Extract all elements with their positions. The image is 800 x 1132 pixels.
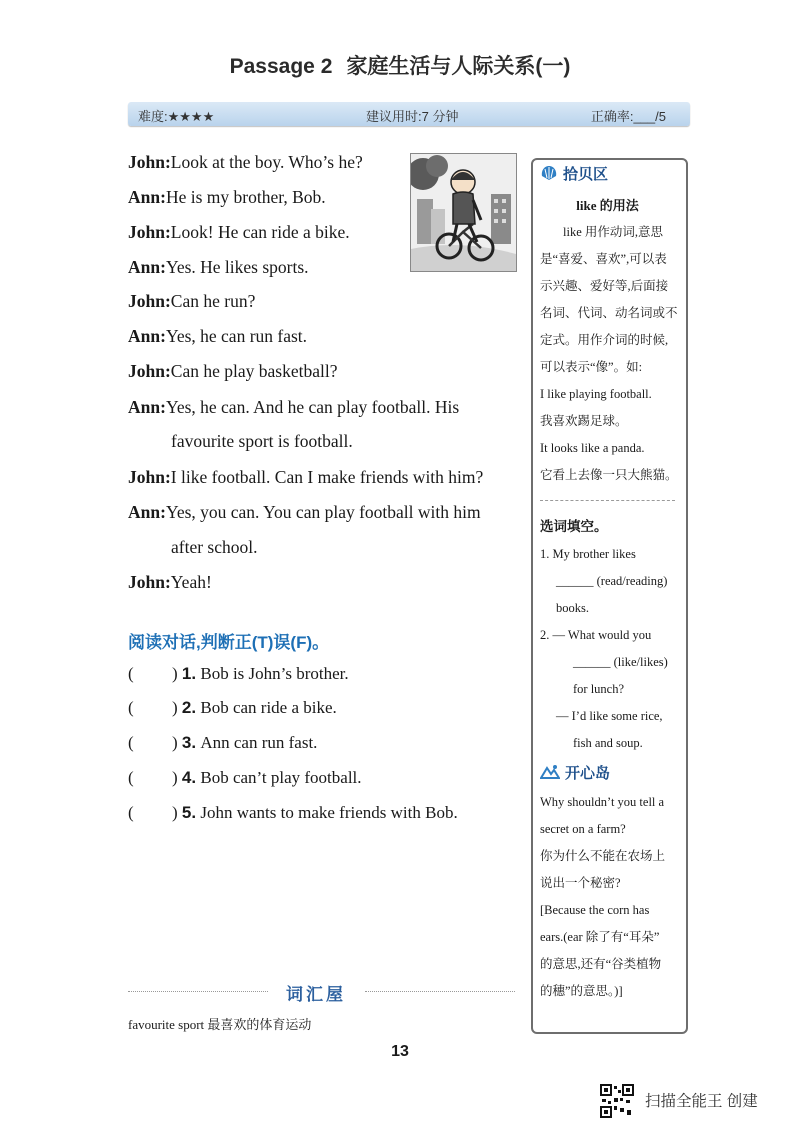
dialogue-line <box>128 325 307 347</box>
answer-blank[interactable]: ( <box>128 733 134 752</box>
dialogue-line <box>128 151 363 173</box>
speaker: John: <box>128 361 171 381</box>
utterance: Yes. He likes sports. <box>165 257 309 277</box>
question-number: 1. <box>181 664 197 683</box>
suggested-time-label: 建议用时:7 分钟 <box>366 109 459 124</box>
vocab-entry: favourite sport 最喜欢的体育运动 <box>128 1017 312 1032</box>
shell-icon <box>540 164 558 187</box>
dialogue-line <box>128 360 337 382</box>
passage-number: Passage 2 <box>229 55 333 78</box>
usage-line: 是“喜爱、喜欢”,可以表 <box>540 252 667 266</box>
sidebar-divider <box>540 500 675 501</box>
speaker: Ann: <box>128 187 166 207</box>
sidebar-section-title: 拾贝区 <box>563 166 609 183</box>
speaker: Ann: <box>128 257 166 277</box>
fill-in-line[interactable]: ______ (read/reading) <box>556 574 668 588</box>
usage-line: 我喜欢踢足球。 <box>540 414 628 428</box>
utterance: Look at the boy. Who’s he? <box>170 152 363 172</box>
joke-line: [Because the corn has <box>540 903 650 917</box>
joke-line: ears.(ear 除了有“耳朵” <box>540 930 660 944</box>
dialogue-continuation: favourite sport is football. <box>171 431 353 451</box>
boy-riding-bike-illustration <box>410 153 517 272</box>
qr-code-icon <box>600 1084 634 1118</box>
fill-in-line: for lunch? <box>573 682 625 696</box>
info-bar <box>128 102 690 126</box>
joke-line: 的意思,还有“谷类植物 <box>540 957 662 971</box>
utterance: Look! He can ride a bike. <box>170 222 350 242</box>
vocab-divider-left <box>128 991 268 992</box>
utterance: Can he run? <box>170 291 256 311</box>
question-text: Bob can ride a bike. <box>200 698 337 717</box>
utterance: Can he play basketball? <box>170 361 338 381</box>
speaker: Ann: <box>128 502 166 522</box>
island-icon <box>540 764 560 785</box>
usage-line: It looks like a panda. <box>540 441 645 455</box>
speaker: John: <box>128 222 171 242</box>
speaker: John: <box>128 291 171 311</box>
speaker: John: <box>128 572 171 592</box>
joke-line: Why shouldn’t you tell a <box>540 795 665 809</box>
dialogue-continuation: after school. <box>171 537 258 557</box>
fill-in-line: fish and soup. <box>573 736 643 750</box>
speaker: Ann: <box>128 397 166 417</box>
joke-line: 你为什么不能在农场上 <box>540 849 666 863</box>
usage-line: like 用作动词,意思 <box>563 225 663 239</box>
joke-line: secret on a farm? <box>540 822 626 836</box>
question-item: ( ) 1. Bob is John’s brother. <box>128 664 349 683</box>
joke-line: 说出一个秘密? <box>540 876 621 890</box>
fill-in-line: books. <box>556 601 589 615</box>
dialogue-line <box>128 501 481 523</box>
watermark-text: 扫描全能王 创建 <box>645 1093 758 1110</box>
difficulty-label: 难度:★★★★ <box>138 109 215 124</box>
dialogue-line <box>128 396 459 418</box>
fill-in-line: 1. My brother likes <box>540 547 636 561</box>
utterance: Yes, you can. You can play football with him <box>165 502 481 522</box>
question-item: ( ) 4. Bob can’t play football. <box>128 768 362 787</box>
utterance: Yes, he can run fast. <box>165 326 308 346</box>
usage-line: 名词、代词、动名词或不 <box>540 306 678 320</box>
answer-blank[interactable]: ( <box>128 803 134 822</box>
accuracy-label: 正确率:___/5 <box>590 109 666 124</box>
usage-title: like 的用法 <box>576 198 639 213</box>
answer-blank[interactable]: ( <box>128 664 134 683</box>
question-number: 3. <box>181 733 197 752</box>
page-number: 13 <box>391 1043 409 1060</box>
utterance: I like football. Can I make friends with him? <box>170 467 484 487</box>
dialogue-line <box>128 186 326 208</box>
utterance: Yeah! <box>170 572 212 592</box>
usage-line: 示兴趣、爱好等,后面接 <box>540 279 669 293</box>
dialogue-line <box>128 571 212 593</box>
question-text: Bob can’t play football. <box>200 768 362 787</box>
question-item: ( ) 2. Bob can ride a bike. <box>128 698 337 717</box>
question-number: 2. <box>181 698 197 717</box>
utterance: Yes, he can. And he can play football. His <box>165 397 460 417</box>
vocab-title: 词汇屋 <box>286 985 346 1004</box>
fill-in-line[interactable]: ______ (like/likes) <box>573 655 668 669</box>
utterance: He is my brother, Bob. <box>165 187 326 207</box>
question-text: Ann can run fast. <box>200 733 318 752</box>
question-item: ( ) 3. Ann can run fast. <box>128 733 318 752</box>
dialogue-line <box>128 221 350 243</box>
dialogue-line <box>128 466 483 488</box>
speaker: John: <box>128 467 171 487</box>
usage-line: I like playing football. <box>540 387 652 401</box>
vocab-divider-right <box>365 991 515 992</box>
answer-blank[interactable]: ( <box>128 698 134 717</box>
speaker: Ann: <box>128 326 166 346</box>
fill-in-line: 2. — What would you <box>540 628 652 642</box>
question-text: John wants to make friends with Bob. <box>200 803 458 822</box>
usage-line: 定式。用作介词的时候, <box>540 333 669 347</box>
speaker: John: <box>128 152 171 172</box>
dialogue-line <box>128 290 255 312</box>
fill-in-line: — I’d like some rice, <box>556 709 663 723</box>
question-number: 5. <box>181 803 197 822</box>
passage-title <box>0 50 800 80</box>
answer-blank[interactable]: ( <box>128 768 134 787</box>
usage-line: 它看上去像一只大熊猫。 <box>540 468 678 482</box>
question-item: ( ) 5. John wants to make friends with Bob. <box>128 803 458 822</box>
question-number: 4. <box>181 768 197 787</box>
fun-island-title: 开心岛 <box>565 765 611 782</box>
dialogue-line <box>128 256 309 278</box>
passage-topic: 家庭生活与人际关系(一) <box>346 55 571 78</box>
usage-line: 可以表示“像”。如: <box>540 360 643 374</box>
task-instructions: 阅读对话,判断正(T)误(F)。 <box>128 633 330 652</box>
joke-line: 的穗”的意思。)] <box>540 984 623 998</box>
question-text: Bob is John’s brother. <box>200 664 349 683</box>
fill-in-title: 选词填空。 <box>540 519 608 534</box>
